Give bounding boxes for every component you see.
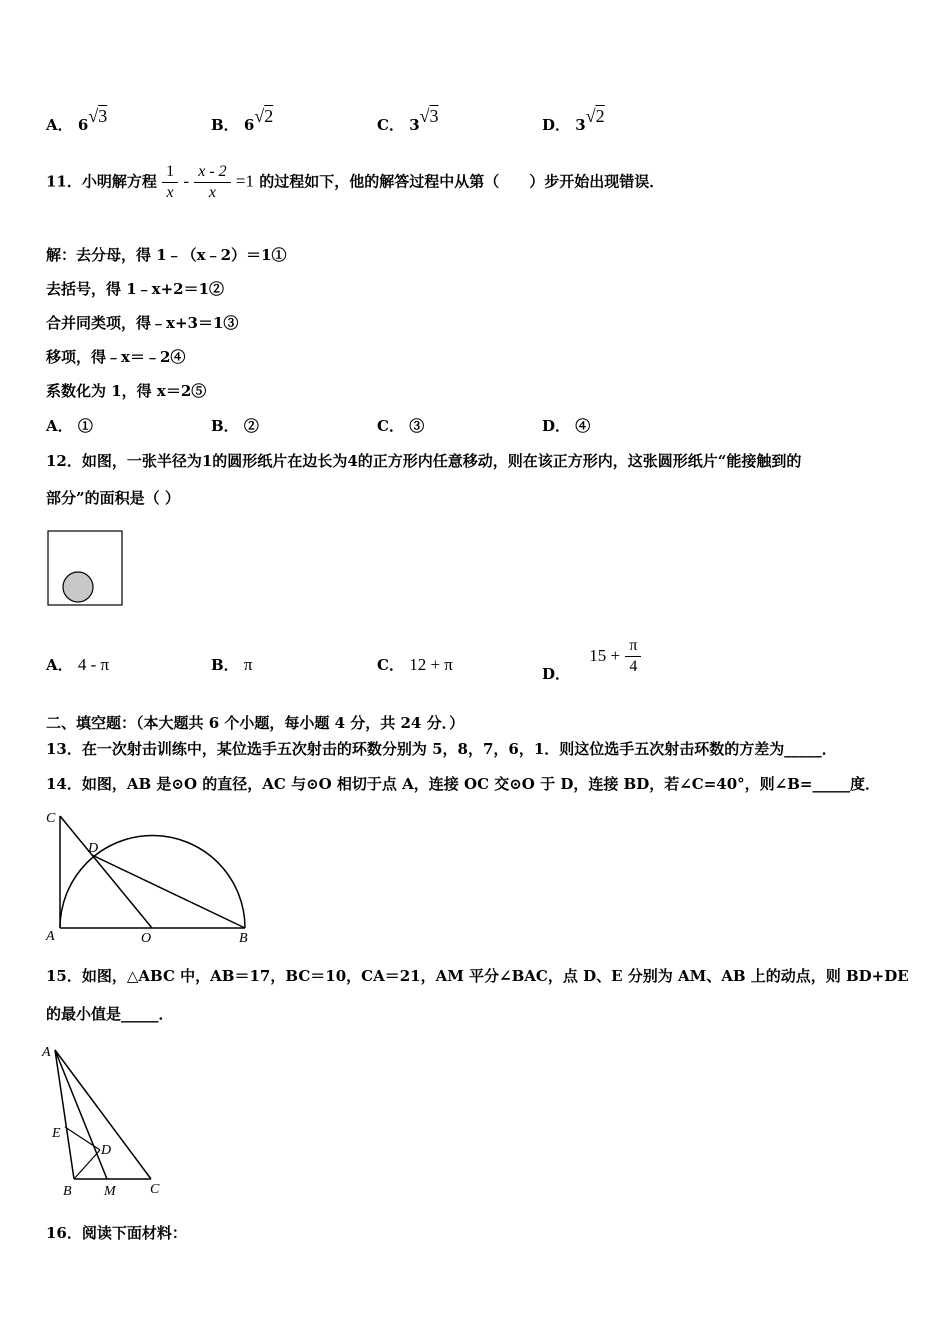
- q12-stem-line1: 12．如图，一张半径为1的圆形纸片在边长为4的正方形内任意移动，则在该正方形内，这张圆形纸片“能接触到的: [46, 452, 802, 470]
- segment-bd: [74, 1150, 100, 1179]
- label-e: E: [52, 1126, 61, 1141]
- q11-option-b: B． ②: [211, 417, 259, 435]
- label-b: B: [239, 931, 248, 946]
- label-c: C: [46, 811, 56, 826]
- label-o: O: [141, 931, 152, 946]
- q11-stem: 11．小明解方程 $\frac{1}{x}$ - $\frac{x - 2}{x}$ =1 的过程如下，他的解答过程中从第（ ）步开始出现错误．: [46, 163, 665, 201]
- segment-co: [60, 816, 152, 928]
- q10-option-a: A． 6√3: [46, 106, 108, 134]
- q15-stem-line1: 15．如图，△ABC 中，AB＝17，BC＝10，CA＝21，AM 平分∠BAC，点 D、E 分别为 AM、AB 上的动点，则 BD+DE: [46, 967, 909, 985]
- q10-option-c: C． 3√3: [377, 106, 439, 134]
- label-a: A: [42, 1045, 51, 1060]
- q12-figure: [44, 528, 134, 608]
- q11-step-5: 系数化为 1，得 x＝2⑤: [46, 382, 207, 400]
- label-m: M: [104, 1184, 116, 1199]
- segment-am: [55, 1050, 107, 1179]
- label-a: A: [46, 929, 55, 944]
- segment-ed: [65, 1127, 100, 1150]
- segment-ac: [55, 1050, 151, 1179]
- q15-figure: [40, 1042, 180, 1202]
- paper-circle-shape: [63, 572, 93, 602]
- q12-stem-line2: 部分”的面积是（ ）: [46, 489, 180, 507]
- q11-step-4: 移项，得﹣x＝﹣2④: [46, 348, 186, 366]
- label-d: D: [88, 841, 99, 856]
- q12-option-a: A． 4 - π: [46, 655, 110, 674]
- label-b: B: [63, 1184, 72, 1199]
- q12-option-b: B． π: [211, 655, 253, 674]
- q13-stem: 13．在一次射击训练中，某位选手五次射击的环数分别为 5，8，7，6，1．则这位选手五次射击环数的方差为_____．: [46, 740, 837, 758]
- segment-ab: [55, 1050, 74, 1179]
- q10-option-b: B． 6√2: [211, 106, 274, 134]
- label-c: C: [150, 1182, 160, 1197]
- q14-stem: 14．如图，AB 是⊙O 的直径，AC 与⊙O 相切于点 A，连接 OC 交⊙O 于 D，连接 BD，若∠C=40°，则∠B=_____度．: [46, 775, 880, 793]
- q15-stem-line2: 的最小值是_____．: [46, 1005, 174, 1023]
- label-d: D: [101, 1143, 112, 1158]
- section-2-heading: 二、填空题：（本大题共 6 个小题，每小题 4 分，共 24 分．）: [46, 714, 465, 732]
- q12-option-c: C． 12 + π: [377, 655, 453, 674]
- q11-step-2: 去括号，得 1﹣x+2＝1②: [46, 280, 225, 298]
- q11-option-a: A． ①: [46, 417, 93, 435]
- q10-option-d: D． 3√2: [542, 106, 605, 134]
- q11-step-1: 解：去分母，得 1﹣（x﹣2）＝1①: [46, 246, 287, 264]
- q14-figure: [40, 808, 260, 948]
- q16-stem: 16．阅读下面材料：: [46, 1224, 187, 1242]
- q12-option-d: D． 15 + $\frac{\pi}{4}$: [542, 636, 641, 677]
- q11-option-d: D． ④: [542, 417, 591, 435]
- q11-option-c: C． ③: [377, 417, 425, 435]
- q11-step-3: 合并同类项，得﹣x+3＝1③: [46, 314, 239, 332]
